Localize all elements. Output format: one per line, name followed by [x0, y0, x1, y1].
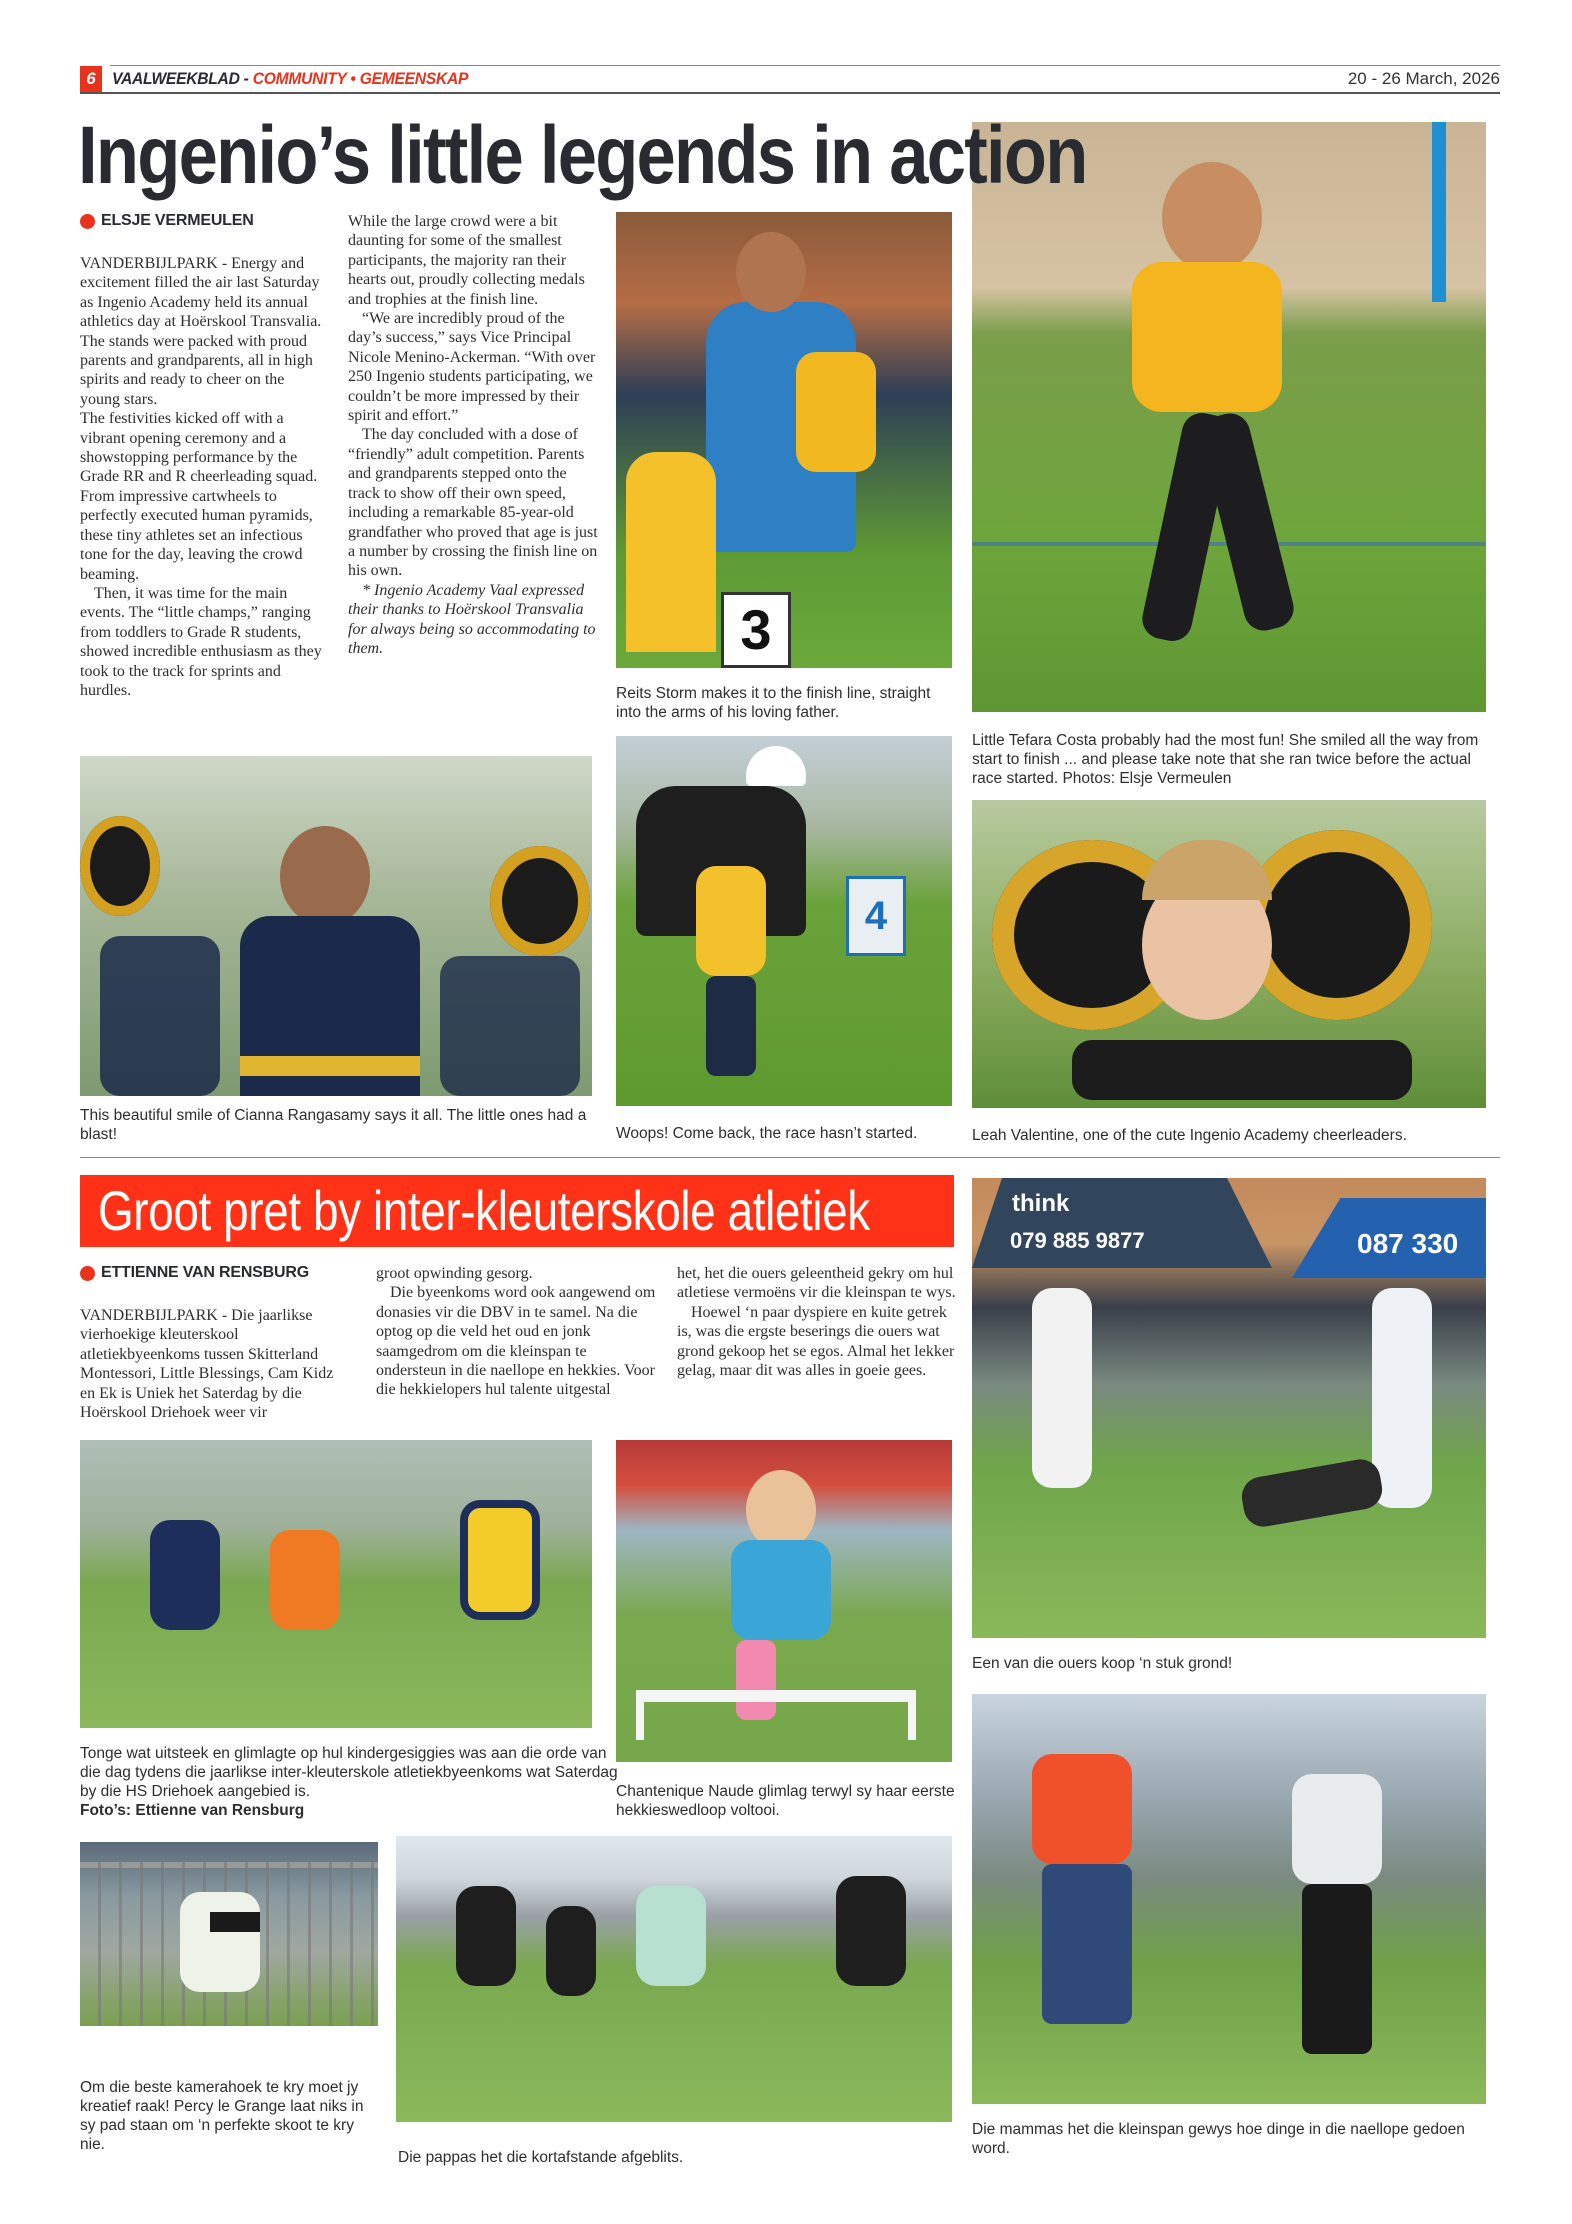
photo-cianna-rangasamy — [80, 756, 592, 1096]
section-divider — [80, 1157, 1500, 1158]
caption-moms-sprinting: Die mammas het die kleinspan gewys hoe dinge in die naellope gedoen word. — [972, 2121, 1465, 2157]
photo-dads-sprinting — [396, 1836, 952, 2122]
caption-cianna-rangasamy: This beautiful smile of Cianna Rangasamy says it all. The little ones had a blast! — [80, 1107, 587, 1143]
photo-reits-storm — [616, 212, 952, 668]
tent-brand: think — [1012, 1190, 1070, 1217]
caption-dads-sprinting: Die pappas het die kortafstande afgeblits. — [398, 2149, 684, 2166]
article1-byline: ELSJE VERMEULEN — [80, 212, 254, 230]
caption-parent-falling: Een van die ouers koop ‘n stuk grond! — [972, 1655, 1233, 1672]
tent-phone-2: 087 330 — [1357, 1228, 1459, 1259]
photo-kids-sprinting — [80, 1440, 592, 1728]
article1-headline: Ingenio’s little legends in action — [78, 110, 1087, 201]
article2-headline-banner — [80, 1175, 954, 1247]
publication-name: VAALWEEKBLAD — [112, 69, 240, 88]
photo-percy-le-grange — [80, 1842, 378, 2026]
photo-woops — [616, 736, 952, 1106]
tent-phone-1: 079 885 9877 — [1010, 1228, 1145, 1253]
masthead: VAALWEEKBLAD - COMMUNITY • GEMEENSKAP — [112, 69, 469, 88]
caption-woops: Woops! Come back, the race hasn’t started. — [616, 1125, 918, 1142]
photo-leah-valentine — [972, 800, 1486, 1108]
photo-credit: Foto’s: Ettienne van Rensburg — [80, 1802, 305, 1819]
byline-dot-icon — [80, 1266, 95, 1281]
caption-chantenique-naude: Chantenique Naude glimlag terwyl sy haar eerste hekkieswedloop voltooi. — [616, 1783, 955, 1819]
photo-moms-sprinting — [972, 1694, 1486, 2104]
race-number-sign: 4 — [846, 876, 906, 956]
photo-parent-falling — [972, 1178, 1486, 1638]
caption-kids-sprinting: Tonge wat uitsteek en glimlagte op hul kindergesiggies was aan die orde van die dag tydens die jaarlikse inter-kleuterskole atletiekbyeenkoms wat Saterdag by die HS Driehoek aangebied is. Foto’s: Ettienne van Rensburg — [80, 1745, 618, 1819]
article1-column-1: VANDERBIJLPARK - Energy and excitement filled the air last Saturday as Ingenio Academy held its annual athletics day at Hoërskool Transvalia. The stands were packed with proud parents and grandparents, all in high spirits and ready to cheer on the young stars. The festivities kicked off with a vibrant opening ceremony and a showstopping performance by the Grade RR and R cheerleading squad. From impressive cartwheels to perfectly executed human pyramids, these tiny athletes set an infectious tone for the day, leaving the crowd beaming. Then, it was time for the main events. The “little champs,” ranging from toddlers to Grade R students, showed incredible enthusiasm as they took to the track for sprints and hurdles. — [80, 255, 322, 699]
photo-chantenique-naude — [616, 1440, 952, 1762]
issue-date: 20 - 26 March, 2026 — [1347, 69, 1500, 88]
caption-reits-storm: Reits Storm makes it to the finish line, straight into the arms of his loving father. — [616, 685, 931, 721]
header-rule-bottom — [80, 92, 1500, 94]
article1-column-2: While the large crowd were a bit daunting for some of the smallest participants, the majority ran their hearts out, proudly collecting medals and trophies at the finish line. “We are incredibly proud of the day’s success,” says Vice Principal Nicole Menino-Ackerman. “With over 250 Ingenio students participating, we couldn’t be more impressed by their spirit and effort.” The day concluded with a dose of “friendly” adult competition. Parents and grandparents stepped onto the track to show off their own speed, including a remarkable 85-year-old grandfather who proved that age is just a number by crossing the finish line on his own. * Ingenio Academy Vaal expressed their thanks to Hoërskool Transvalia for always being so accommodating to them. — [348, 213, 598, 657]
race-number-sign: 3 — [721, 592, 791, 668]
page-number: 6 — [80, 66, 102, 92]
article2-column-2: groot opwinding gesorg. Die byeenkoms word ook aangewend om donasies vir die DBV in te samel. Na die optog op die veld het oud en jonk saamgedrom om die kleinspan te ondersteun in die naellope en hekkies. Voor die hekkielopers hul talente uitgestal — [376, 1265, 656, 1399]
article2-column-3: het, het die ouers geleentheid gekry om hul atletiese vermoëns vir die kleinspan te wys. Hoewel ‘n paar dyspiere en kuite getrek is, was die ergste beserings die ouers wat grond gekoop het se egos. Almal het lekker gelag, maar dit was alles in goeie gees. — [677, 1265, 956, 1380]
section-name: COMMUNITY • GEMEENSKAP — [252, 69, 469, 88]
photo-tefara-costa — [972, 122, 1486, 712]
caption-leah-valentine: Leah Valentine, one of the cute Ingenio Academy cheerleaders. — [972, 1127, 1407, 1144]
caption-percy-le-grange: Om die beste kamerahoek te kry moet jy kreatief raak! Percy le Grange laat niks in sy pad staan om ‘n perfekte skoot te kry nie. — [80, 2079, 364, 2153]
article2-column-1: VANDERBIJLPARK - Die jaarlikse vierhoekige kleuterskool atletiekbyeenkoms tussen Skitterland Montessori, Little Blessings, Cam Kidz en Ek is Uniek het Saterdag by die Hoërskool Driehoek weer vir — [80, 1307, 334, 1422]
byline-dot-icon — [80, 214, 95, 229]
article2-headline: Groot pret by inter-kleuterskole atletiek — [98, 1179, 870, 1242]
article2-byline: ETTIENNE VAN RENSBURG — [80, 1264, 309, 1282]
caption-tefara-costa: Little Tefara Costa probably had the most fun! She smiled all the way from start to finish ... and please take note that she ran twice before the actual race started. Photos: Elsje Vermeulen — [972, 732, 1479, 787]
